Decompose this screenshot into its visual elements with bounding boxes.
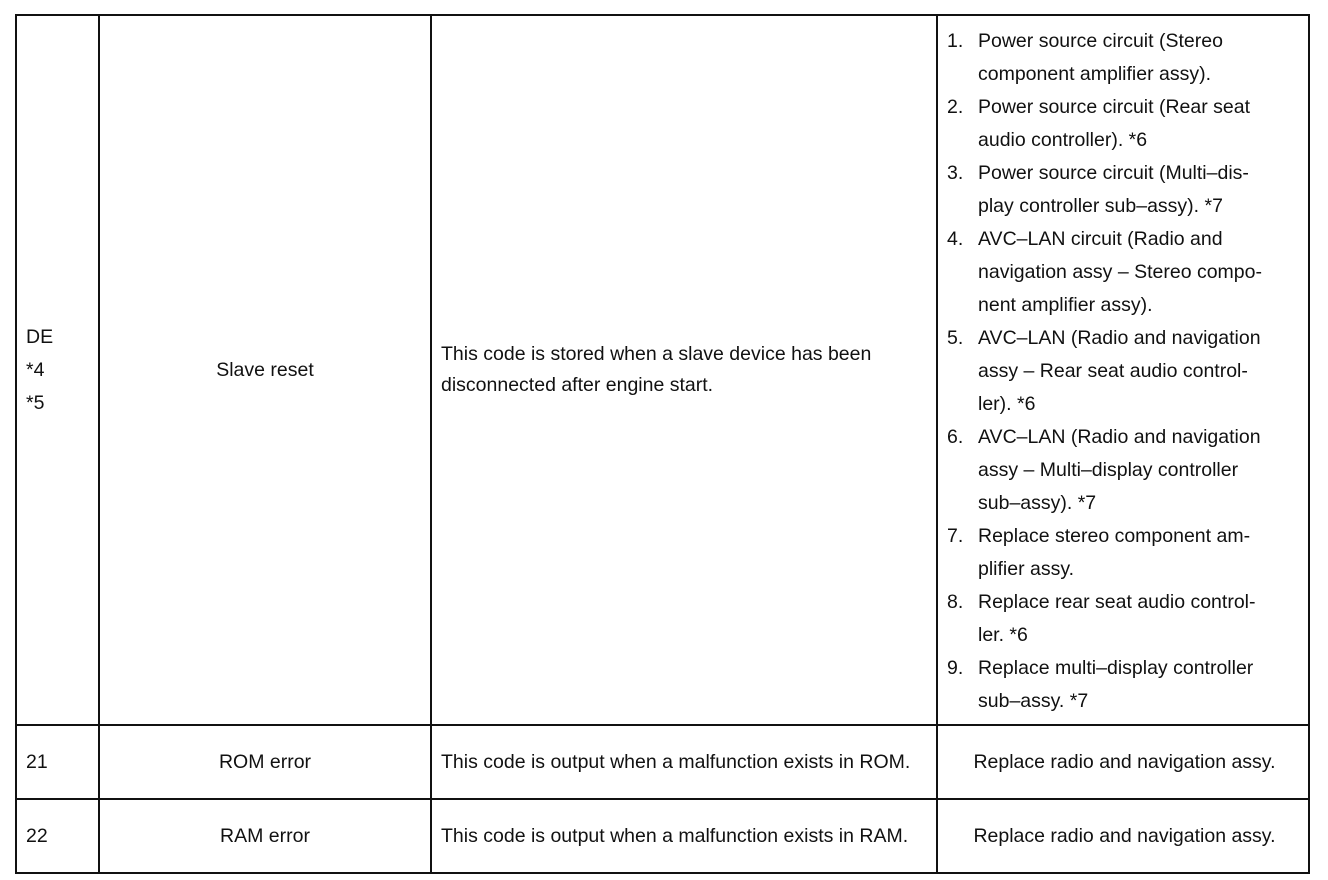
list-item: 5. AVC–LAN (Radio and navigation assy – Rear seat audio control- ler). *6 — [947, 327, 1261, 415]
table-row — [16, 725, 1309, 799]
action-cell — [937, 15, 1309, 725]
table-row — [16, 799, 1309, 873]
code-cell: 21 — [16, 725, 99, 799]
code-cell: 22 — [16, 799, 99, 873]
list-item: 8. Replace rear seat audio control- ler. *6 — [947, 591, 1256, 646]
list-item: 4. AVC–LAN circuit (Radio and navigation assy – Stereo compo- nent amplifier assy). — [947, 228, 1262, 316]
table-row — [16, 15, 1309, 725]
code-note: *5 — [26, 391, 45, 414]
list-item: 3. Power source circuit (Multi–dis- play controller sub–assy). *7 — [947, 162, 1249, 217]
list-item: 2. Power source circuit (Rear seat audio controller). *6 — [947, 96, 1251, 151]
list-item: 1. Power source circuit (Stereo component amplifier assy). — [947, 30, 1223, 85]
action-cell: Replace radio and navigation assy. — [937, 799, 1309, 873]
list-item: 6. AVC–LAN (Radio and navigation assy – Multi–display controller sub–assy). *7 — [947, 426, 1261, 514]
description-cell: This code is output when a malfunction exists in RAM. — [431, 799, 937, 873]
description-cell: This code is output when a malfunction exists in ROM. — [431, 725, 937, 799]
item-name-cell: Slave reset — [99, 15, 431, 725]
code-line: DE — [26, 325, 54, 348]
list-item: 9. Replace multi–display controller sub–assy. *7 — [947, 657, 1254, 712]
list-item: 7. Replace stereo component am- plifier assy. — [947, 525, 1251, 580]
description-cell: This code is stored when a slave device has been disconnected after engine start. — [431, 15, 937, 725]
code-note: *4 — [26, 358, 45, 381]
code-cell — [16, 15, 99, 725]
item-name-cell: ROM error — [99, 725, 431, 799]
inspection-steps-list — [947, 16, 1302, 724]
item-name-cell: RAM error — [99, 799, 431, 873]
action-cell: Replace radio and navigation assy. — [937, 725, 1309, 799]
diagnostic-code-table — [15, 14, 1310, 874]
